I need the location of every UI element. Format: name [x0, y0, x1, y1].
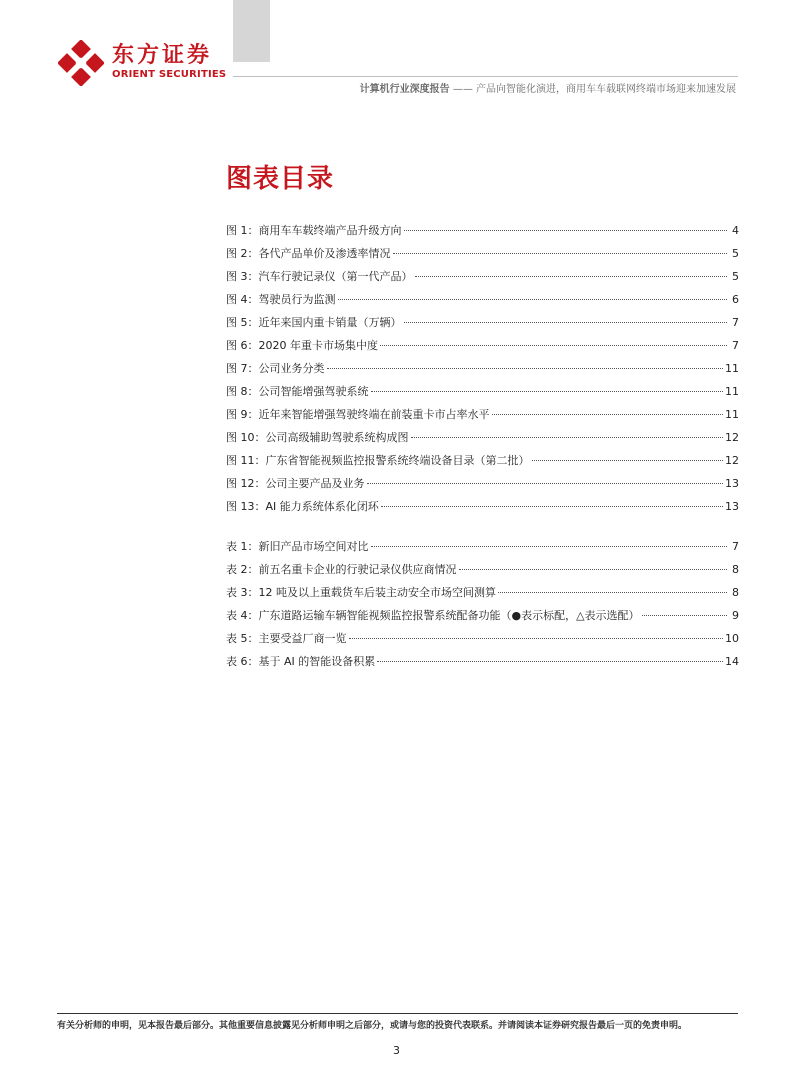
figure-entry-label[interactable]: 图 7：公司业务分类	[226, 362, 325, 375]
table-entry-page[interactable]: 14	[725, 655, 739, 668]
table-entry-page[interactable]: 8	[732, 586, 739, 599]
figure-entry[interactable]	[226, 222, 739, 245]
disclaimer-text: 有关分析师的申明，见本报告最后部分。其他重要信息披露见分析师申明之后部分，或请与您的投资代表联系。并请阅读本证券研究报告最后一页的免责申明。	[57, 1021, 688, 1031]
leader-dots	[349, 638, 724, 639]
table-list	[226, 538, 739, 676]
figure-entry-label[interactable]: 图 11：广东省智能视频监控报警系统终端设备目录（第二批）	[226, 454, 530, 467]
table-entry[interactable]	[226, 630, 739, 653]
table-entry-label[interactable]: 表 6：基于 AI 的智能设备积累	[226, 655, 376, 668]
figure-entry-page[interactable]: 13	[725, 477, 739, 490]
leader-dots	[411, 437, 724, 438]
figure-entry-label[interactable]: 图 8：公司智能增强驾驶系统	[226, 385, 369, 398]
figure-entry-label[interactable]: 图 12：公司主要产品及业务	[226, 477, 365, 490]
leader-dots	[393, 253, 728, 254]
leader-dots	[532, 460, 724, 461]
figure-entry[interactable]	[226, 406, 739, 429]
figure-list	[226, 222, 739, 521]
header-accent-band	[233, 0, 270, 62]
figure-entry-page[interactable]: 12	[725, 454, 739, 467]
figure-entry[interactable]	[226, 475, 739, 498]
figure-entry-label[interactable]: 图 9：近年来智能增强驾驶终端在前装重卡市占率水平	[226, 408, 490, 421]
leader-dots	[367, 483, 724, 484]
figure-entry-page[interactable]: 7	[732, 316, 739, 329]
report-subtitle: —— 产品向智能化演进，商用车车载联网终端市场迎来加速发展	[449, 84, 736, 95]
figure-entry-page[interactable]: 5	[732, 247, 739, 260]
figure-entry[interactable]	[226, 337, 739, 360]
table-entry[interactable]	[226, 538, 739, 561]
table-entry-label[interactable]: 表 3：12 吨及以上重载货车后装主动安全市场空间测算	[226, 586, 496, 599]
leader-dots	[415, 276, 728, 277]
leader-dots	[377, 661, 723, 662]
leader-dots	[498, 592, 727, 593]
figure-entry-label[interactable]: 图 2：各代产品单价及渗透率情况	[226, 247, 391, 260]
page-title: 图表目录	[226, 164, 335, 194]
report-category: 计算机行业深度报告	[359, 84, 450, 95]
table-entry-label[interactable]: 表 1：新旧产品市场空间对比	[226, 540, 369, 553]
figure-entry[interactable]	[226, 429, 739, 452]
leader-dots	[404, 230, 728, 231]
figure-entry-page[interactable]: 7	[732, 339, 739, 352]
leader-dots	[381, 506, 723, 507]
leader-dots	[371, 546, 728, 547]
leader-dots	[404, 322, 728, 323]
figure-entry-label[interactable]: 图 1：商用车车载终端产品升级方向	[226, 224, 402, 237]
figure-entry-label[interactable]: 图 13：AI 能力系统体系化闭环	[226, 500, 379, 513]
figure-entry-label[interactable]: 图 3：汽车行驶记录仪（第一代产品）	[226, 270, 413, 283]
figure-entry-label[interactable]: 图 6：2020 年重卡市场集中度	[226, 339, 378, 352]
figure-entry-page[interactable]: 11	[725, 385, 739, 398]
figure-entry[interactable]	[226, 383, 739, 406]
leader-dots	[642, 615, 727, 616]
figure-entry-page[interactable]: 12	[725, 431, 739, 444]
page-number: 3	[393, 1044, 400, 1057]
figure-entry[interactable]	[226, 291, 739, 314]
leader-dots	[459, 569, 728, 570]
leader-dots	[492, 414, 724, 415]
list-gap	[226, 521, 739, 538]
orient-securities-logo-icon	[58, 40, 104, 86]
figure-entry-page[interactable]: 13	[725, 500, 739, 513]
figure-entry-page[interactable]: 5	[732, 270, 739, 283]
table-entry-page[interactable]: 10	[725, 632, 739, 645]
table-entry-page[interactable]: 8	[732, 563, 739, 576]
figure-entry-label[interactable]: 图 5：近年来国内重卡销量（万辆）	[226, 316, 402, 329]
header-divider	[233, 76, 738, 77]
table-entry[interactable]	[226, 653, 739, 676]
leader-dots	[327, 368, 724, 369]
figure-entry[interactable]	[226, 245, 739, 268]
table-entry-page[interactable]: 7	[732, 540, 739, 553]
figure-entry-label[interactable]: 图 4：驾驶员行为监测	[226, 293, 336, 306]
table-entry-label[interactable]: 表 2：前五名重卡企业的行驶记录仪供应商情况	[226, 563, 457, 576]
table-entry-page[interactable]: 9	[732, 609, 739, 622]
figure-entry-label[interactable]: 图 10：公司高级辅助驾驶系统构成图	[226, 431, 409, 444]
figure-entry[interactable]	[226, 314, 739, 337]
table-entry[interactable]	[226, 607, 739, 630]
leader-dots	[380, 345, 727, 346]
figure-entry[interactable]	[226, 498, 739, 521]
company-logo	[58, 36, 233, 86]
figure-entry-page[interactable]: 6	[732, 293, 739, 306]
footer-divider	[57, 1013, 738, 1014]
figure-entry-page[interactable]: 11	[725, 362, 739, 375]
logo-chinese-name: 东方证券	[112, 43, 213, 68]
figure-entry[interactable]	[226, 268, 739, 291]
figure-entry-page[interactable]: 4	[732, 224, 739, 237]
figure-entry[interactable]	[226, 452, 739, 475]
table-entry-label[interactable]: 表 4：广东道路运输车辆智能视频监控报警系统配备功能（●表示标配，△表示选配）	[226, 609, 640, 622]
table-of-figures	[226, 222, 739, 676]
leader-dots	[338, 299, 728, 300]
figure-entry[interactable]	[226, 360, 739, 383]
report-title	[360, 80, 736, 95]
table-entry[interactable]	[226, 561, 739, 584]
table-entry[interactable]	[226, 584, 739, 607]
table-entry-label[interactable]: 表 5：主要受益厂商一览	[226, 632, 347, 645]
figure-entry-page[interactable]: 11	[725, 408, 739, 421]
leader-dots	[371, 391, 724, 392]
logo-english-name: ORIENT SECURITIES	[112, 69, 227, 80]
